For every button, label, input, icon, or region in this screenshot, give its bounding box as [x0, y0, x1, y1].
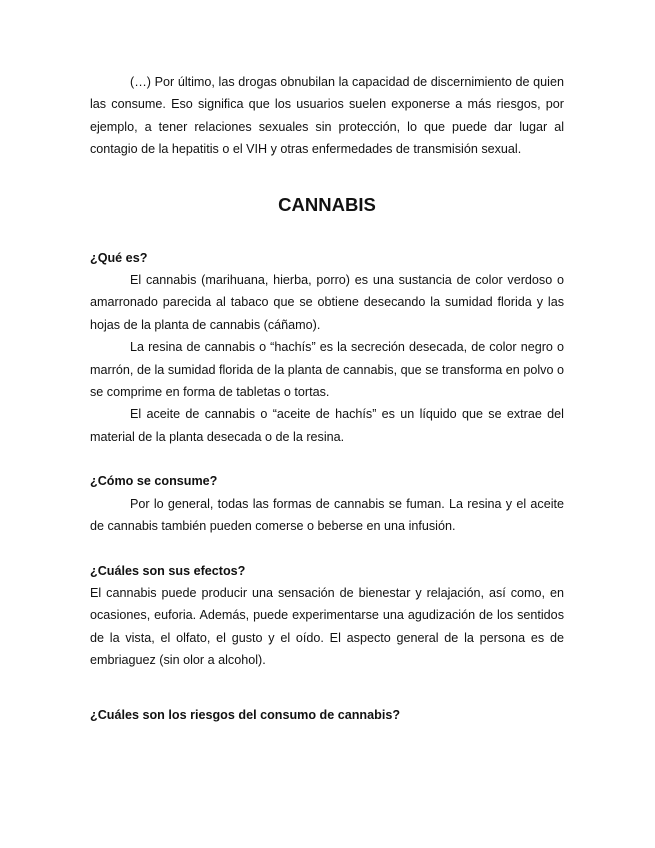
section-paragraph: Por lo general, todas las formas de cannabis se fuman. La resina y el aceite de cannabis también pueden comerse o beberse en una infusión.: [90, 496, 564, 534]
document-title: CANNABIS: [278, 193, 376, 215]
section-como-se-consume: [90, 470, 564, 537]
section-paragraph: La resina de cannabis o “hachís” es la secreción desecada, de color negro o marrón, de la sumidad florida de la planta de cannabis, que se transforma en polvo o se comprime en forma de tabletas o tortas.: [90, 340, 564, 400]
intro-paragraph: (…) Por último, las drogas obnubilan la capacidad de discernimiento de quien las consume. Eso significa que los usuarios suelen exponerse a más riesgos, por ejemplo, a tener relaciones sexuales sin protección, lo que puede dar lugar al contagio de la hepatitis o el VIH y otras enfermedades de transmisión sexual.: [90, 75, 564, 157]
section-heading: ¿Cuáles son sus efectos?: [90, 563, 246, 578]
section-heading: ¿Cuáles son los riesgos del consumo de cannabis?: [90, 707, 401, 722]
section-heading: ¿Qué es?: [90, 250, 148, 265]
section-heading: ¿Cómo se consume?: [90, 474, 218, 489]
section-que-es: [90, 247, 564, 449]
section-paragraph: El cannabis (marihuana, hierba, porro) es una sustancia de color verdoso o amarronado parecida al tabaco que se obtiene desecando la sumidad florida y las hojas de la planta de cannabis (cáñamo).: [90, 273, 564, 332]
section-efectos: [90, 560, 564, 672]
section-paragraph: El aceite de cannabis o “aceite de hachís” es un líquido que se extrae del material de la planta desecada o de la resina.: [90, 407, 564, 444]
document-page: [90, 71, 564, 726]
section-paragraph: El cannabis puede producir una sensación de bienestar y relajación, así como, en ocasiones, euforia. Además, puede experimentarse una agudización de los sentidos de la vista, el olfato, el gusto y el oído. El aspecto general de la persona es de embriaguez (sin olor a alcohol).: [90, 585, 564, 668]
section-riesgos: [90, 704, 564, 726]
